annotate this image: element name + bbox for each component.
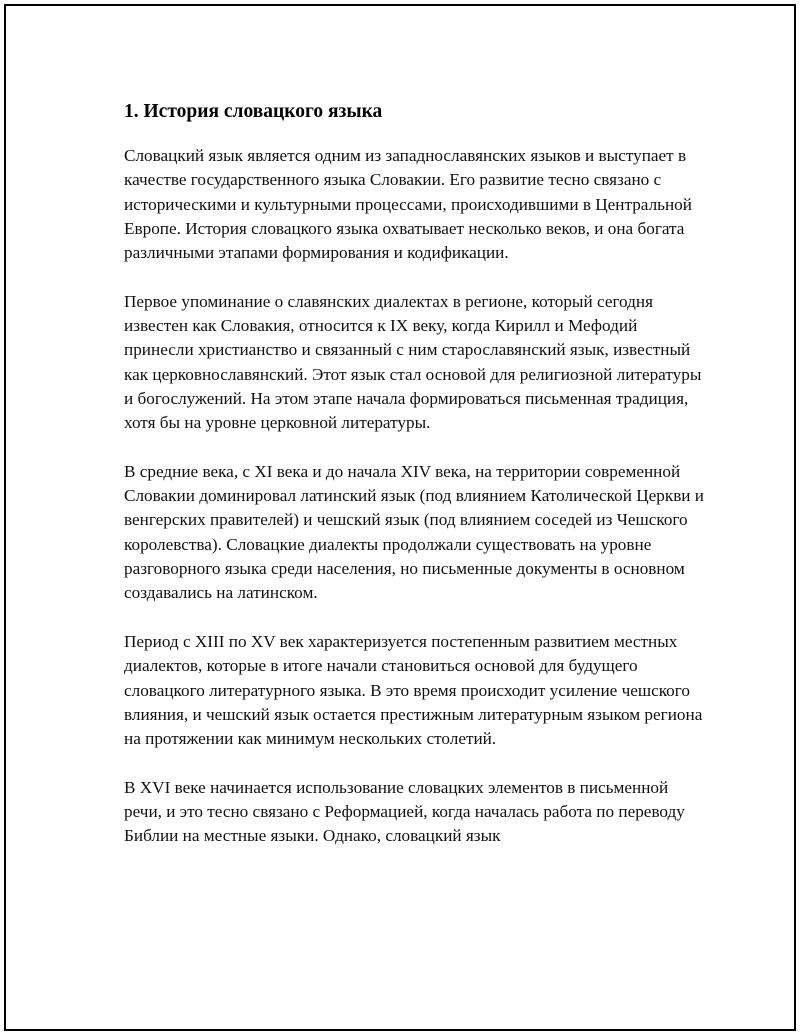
paragraph-4: Период с XIII по XV век характеризуется постепенным развитием местных диалектов, которые в итоге начали становиться основой для будущего словацкого литературного языка. В это время происходит усиление чешского влияния, и чешский язык остается престижным литературным языком региона на протяжении как минимум нескольких столетий. (124, 631, 703, 749)
paragraph-5: В XVI веке начинается использование словацких элементов в письменной речи, и это тесно связано с Реформацией, когда началась работа по переводу Библии на местные языки. Однако, словацкий язык (124, 777, 685, 846)
section-heading: 1. История словацкого языка (124, 101, 383, 122)
paragraph-1: Словацкий язык является одним из западнославянских языков и выступает в качестве государственного языка Словакии. Его развитие тесно связано с историческими и культурными процессами, происходившими в Центральной Европе. История словацкого языка охватывает несколько веков, и она богата различными этапами формирования и кодификации. (124, 146, 692, 263)
page-frame (4, 4, 796, 1031)
document-body (124, 98, 704, 873)
paragraph-2: Первое упоминание о славянских диалектах в регионе, который сегодня известен как Словакия, относится к IX веку, когда Кирилл и Мефодий принесли христианство и связанный с ним старославянский язык, известный как церковнославянский. Этот язык стал основой для религиозной литературы и богослужений. На этом этапе начала формироваться письменная традиция, хотя бы на уровне церковной литературы. (124, 291, 702, 433)
paragraph-3: В средние века, с XI века и до начала XIV века, на территории современной Словакии доминировал латинский язык (под влиянием Католической Церкви и венгерских правителей) и чешский язык (под влиянием соседей из Чешского королевства). Словацкие диалекты продолжали существовать на уровне разговорного языка среди населения, но письменные документы в основном создавались на латинском. (124, 461, 705, 603)
